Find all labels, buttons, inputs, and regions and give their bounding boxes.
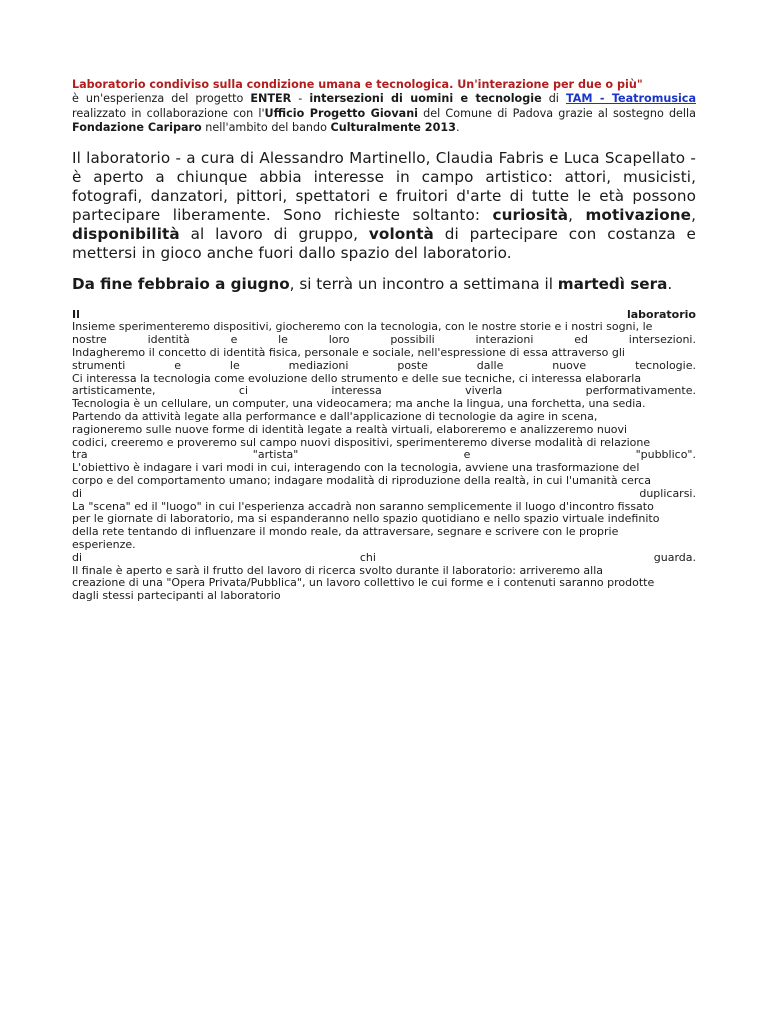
text-line: Tecnologia è un cellulare, un computer, una videocamera; ma anche la lingua, una forchetta, una sedia. xyxy=(72,397,646,411)
word: strumenti xyxy=(72,358,126,372)
word: mediazioni xyxy=(288,358,349,372)
word: guarda. xyxy=(653,550,696,564)
document-page xyxy=(72,78,696,603)
word: intersezioni. xyxy=(628,333,696,347)
word: tecnologie. xyxy=(635,358,696,372)
word: possibili xyxy=(390,333,435,347)
word: di xyxy=(72,550,83,564)
word: chi xyxy=(359,550,376,564)
word: "pubblico". xyxy=(635,448,696,462)
word: ci xyxy=(238,384,249,398)
word: interazioni xyxy=(475,333,534,347)
text-line: La "scena" ed il "luogo" in cui l'esperienza accadrà non saranno semplicemente il luogo d'incontro fissato xyxy=(72,499,654,513)
word: nostre xyxy=(72,333,107,347)
text-line xyxy=(72,488,696,501)
text-line: Indagheremo il concetto di identità fisica, personale e sociale, nell'espressione di essa attraverso gli xyxy=(72,346,625,360)
word: e xyxy=(463,448,471,462)
text-line xyxy=(72,552,696,565)
text-line xyxy=(72,360,696,373)
word: dalle xyxy=(476,358,504,372)
word: duplicarsi. xyxy=(639,486,696,500)
laboratorio-section xyxy=(72,309,696,603)
word: identità xyxy=(147,333,190,347)
word: loro xyxy=(328,333,350,347)
text-line: dagli stessi partecipanti al laboratorio xyxy=(72,589,281,603)
word: e xyxy=(174,358,182,372)
word: viverla xyxy=(465,384,503,398)
word: nuove xyxy=(552,358,587,372)
word: le xyxy=(278,333,288,347)
word: e xyxy=(230,333,238,347)
word: ed xyxy=(574,333,588,347)
section-title: Il laboratorio xyxy=(72,307,696,321)
text-line: corpo e del comportamento umano; indagare modalità di riproduzione della realtà, in cui l'umanità cerca xyxy=(72,473,651,487)
text-line: Il finale è aperto e sarà il frutto del lavoro di ricerca svolto durante il laboratorio: arriveremo alla xyxy=(72,563,604,577)
text-line: codici, creeremo e proveremo sul campo nuovi dispositivi, sperimenteremo diverse modalità di relazione xyxy=(72,435,651,449)
word: poste xyxy=(397,358,428,372)
word: artisticamente, xyxy=(72,384,156,398)
text-line: Ci interessa la tecnologia come evoluzione dello strumento e delle sue tecniche, ci interessa elaborarla xyxy=(72,371,642,385)
word: interessa xyxy=(331,384,382,398)
word: performativamente. xyxy=(585,384,696,398)
schedule-paragraph: Da fine febbraio a giugno, si terrà un incontro a settimana il martedì sera. xyxy=(72,274,673,293)
word: "artista" xyxy=(252,448,299,462)
text-line: Insieme sperimenteremo dispositivi, giocheremo con la tecnologia, con le nostre storie e i nostri sogni, le xyxy=(72,320,653,334)
text-line: esperienze. xyxy=(72,537,136,551)
tam-teatromusica-link[interactable]: TAM - Teatromusica xyxy=(565,92,696,106)
text-line: L'obiettivo è indagare i vari modi in cui, interagendo con la tecnologia, avviene una trasformazione del xyxy=(72,461,640,475)
word: di xyxy=(72,486,83,500)
workshop-description: Il laboratorio - a cura di Alessandro Martinello, Claudia Fabris e Luca Scapellato - è aperto a chiunque abbia interesse in campo artistico: attori, musicisti, fotografi, danzatori, pittori, spettatori e fruitori d'arte di tutte le età possono partecipare liberamente. Sono richieste soltanto: curiosità, motivazione, disponibilità al lavoro di gruppo, volontà di partecipare con costanza e mettersi in gioco anche fuori dallo spazio del laboratorio. xyxy=(72,148,696,262)
word: tra xyxy=(72,448,88,462)
intro-paragraph: Laboratorio condiviso sulla condizione umana e tecnologica. Un'interazione per due o più" è un'esperienza del progetto ENTER - intersezioni di uomini e tecnologie di TAM - Teatromusica realizzato in collaborazione con l'Ufficio Progetto Giovani del Comune di Padova grazie al sostegno della Fondazione Cariparo nell'ambito del bando Culturalmente 2013. xyxy=(72,78,697,135)
text-line: per le giornate di laboratorio, ma si espanderanno nello spazio quotidiano e nello spazio virtuale indefinito xyxy=(72,512,660,526)
text-line: Partendo da attività legate alla performance e dall'applicazione di tecnologie da agire in scena, xyxy=(72,410,598,423)
text-line: creazione di una "Opera Privata/Pubblica", un lavoro collettivo le cui forme e i contenuti saranno prodotte xyxy=(72,576,655,590)
intro-headline: Laboratorio condiviso sulla condizione umana e tecnologica. Un'interazione per due o più" xyxy=(72,78,643,91)
text-line: della rete tentando di influenzare il mondo reale, da attraversare, segnare e scrivere con le proprie xyxy=(72,525,619,539)
text-line: ragioneremo sulle nuove forme di identità legate a realtà virtuali, elaboreremo e analizzeremo nuovi xyxy=(72,422,628,436)
word: le xyxy=(229,358,240,372)
